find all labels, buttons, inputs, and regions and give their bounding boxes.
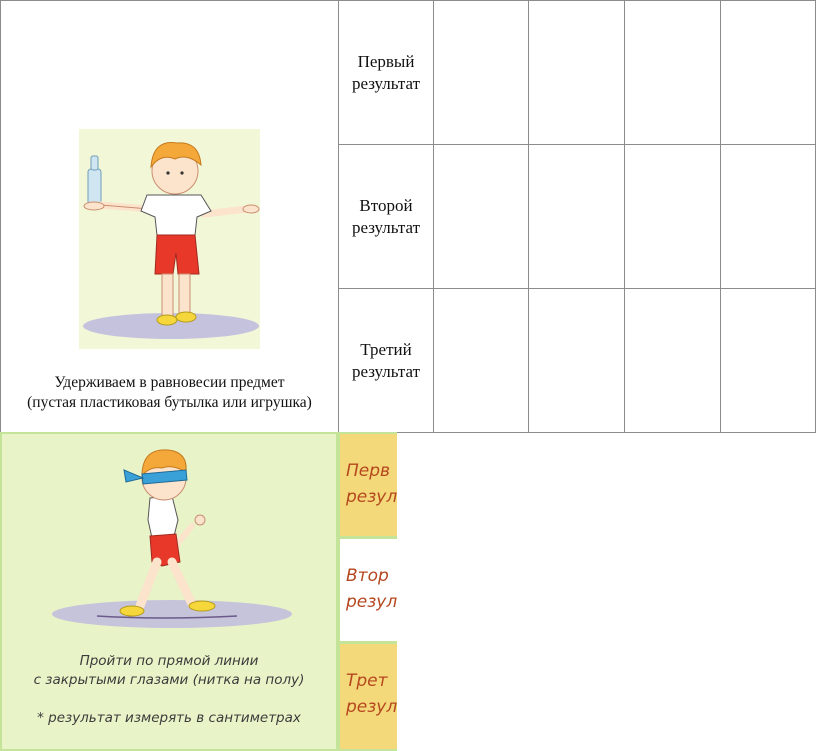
floor-shadow [52,600,292,628]
balance-illustration [79,129,260,349]
result-cell[interactable] [625,289,721,433]
result-cell[interactable] [625,1,721,145]
caption-line: Удерживаем в равновесии предмет [54,374,285,391]
second-result-label: Втор резул [340,539,397,641]
result-cell[interactable] [529,145,625,289]
balance-caption [1,373,338,413]
caption-line: (пустая пластиковая бутылка или игрушка) [27,394,312,411]
result-cell[interactable] [434,1,529,145]
walking-results-column [338,432,397,751]
first-result-label: Первый результат [339,1,434,145]
result-cell[interactable] [721,289,816,433]
walking-illustration [2,434,336,644]
result-cell[interactable] [721,1,816,145]
second-result-label: Второй результат [339,145,434,289]
caption-line: с закрытыми глазами (нитка на полу) [33,672,305,688]
walking-illustration-panel [0,432,338,751]
result-cell[interactable] [434,145,529,289]
result-cell[interactable] [721,145,816,289]
third-result-label: Третий результат [339,289,434,433]
result-cell[interactable] [529,1,625,145]
result-cell[interactable] [625,145,721,289]
third-result-label: Трет резул [340,644,397,749]
walking-caption [2,652,336,690]
caption-line: Пройти по прямой линии [79,653,259,669]
first-result-label: Перв резул [340,434,397,536]
result-cell[interactable] [434,289,529,433]
bottle-icon [88,156,101,205]
measurement-note: * результат измерять в сантиметрах [37,710,301,726]
balance-illustration-cell [1,1,339,433]
result-cell[interactable] [529,289,625,433]
walking-exercise-panel [0,432,397,751]
